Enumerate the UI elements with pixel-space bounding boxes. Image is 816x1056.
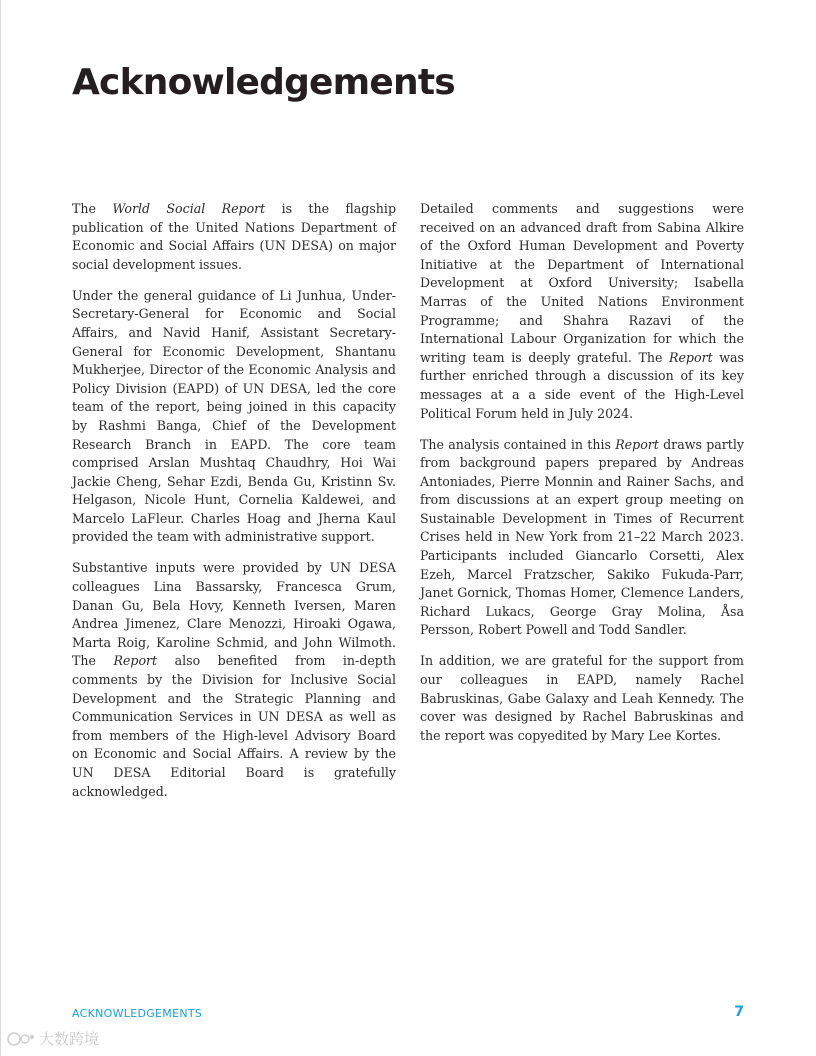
paragraph-background-papers: The analysis contained in this Report draws partly from background papers prepared by Andreas Antoniades, Pierre Monnin and Rainer Sachs, and from discussions at an expert group meeting on Sustainable Development in Times of Recurrent Crises held in New York from 21–22 March 2023. Participants included Giancarlo Corsetti, Alex Ezeh, Marcel Fratzscher, Sakiko Fukuda-Parr, Janet Gornick, Thomas Homer, Clemence Landers, Richard Lukacs, George Gray Molina, Åsa Persson, Robert Powell and Todd Sandler. — [420, 436, 744, 638]
watermark-text: 大数跨境 — [39, 1030, 100, 1048]
report-italic: Report — [615, 436, 659, 452]
paragraph-intro: The World Social Report is the flagship publication of the United Nations Department of Economic and Social Affairs (UN DESA) on major social development issues. — [72, 201, 397, 272]
footer-section-label: ACKNOWLEDGEMENTS — [72, 1007, 203, 1020]
page-number: 7 — [734, 1004, 744, 1020]
report-italic: Report — [669, 349, 713, 365]
left-text-column — [72, 200, 396, 814]
paragraph-core-team: Under the general guidance of Li Junhua, Under-Secretary-General for Economic and Social Affairs, and Navid Hanif, Assistant Secretary-General for Economic Development, Shantanu Mukherjee, Director of the Economic Analysis and Policy Division (EAPD) of UN DESA, led the core team of the report, being joined in this capacity by Rashmi Banga, Chief of the Development Research Branch in EAPD. The core team comprised Arslan Mushtaq Chaudhry, Hoi Wai Jackie Cheng, Sehar Ezdi, Benda Gu, Kristinn Sv. Helgason, Nicole Hunt, Cornelia Kaldewei, and Marcelo LaFleur. Charles Hoag and Jherna Kaul provided the team with administrative support. — [72, 287, 396, 545]
page-edge-rule — [0, 0, 1, 1056]
paragraph-eapd-support: In addition, we are grateful for the support from our colleagues in EAPD, namely Rachel Babruskinas, Gabe Galaxy and Leah Kennedy. The cover was designed by Rachel Babruskinas and the report was copyedited by Mary Lee Kortes. — [420, 653, 744, 743]
paragraph-external-comments: Detailed comments and suggestions were received on an advanced draft from Sabina Alkire of the Oxford Human Development and Poverty Initiative at the Department of International Development at Oxford University; Isabella Marras of the United Nations Environment Programme; and Shahra Razavi of the International Labour Organization for which the writing team is deeply grateful. The Report was further enriched through a discussion of its key messages at a a side event of the High-Level Political Forum held in July 2024. — [420, 201, 744, 421]
right-text-column — [420, 200, 744, 758]
paragraph-substantive-inputs: Substantive inputs were provided by UN DESA colleagues Lina Bassarsky, Francesca Grum, Danan Gu, Bela Hovy, Kenneth Iversen, Maren Andrea Jimenez, Clare Menozzi, Hiroaki Ogawa, Marta Roig, Karoline Schmid, and John Wilmoth. The Report also benefited from in-depth comments by the Division for Inclusive Social Development and the Strategic Planning and Communication Services in UN DESA as well as from members of the High-level Advisory Board on Economic and Social Affairs. A review by the UN DESA Editorial Board is gratefully acknowledged. — [72, 560, 397, 799]
report-italic: Report — [113, 653, 158, 669]
watermark-logo-icon — [6, 1030, 36, 1048]
page-title: Acknowledgements — [72, 62, 455, 103]
report-title-italic: World Social Report — [112, 201, 266, 216]
watermark — [6, 1028, 99, 1049]
